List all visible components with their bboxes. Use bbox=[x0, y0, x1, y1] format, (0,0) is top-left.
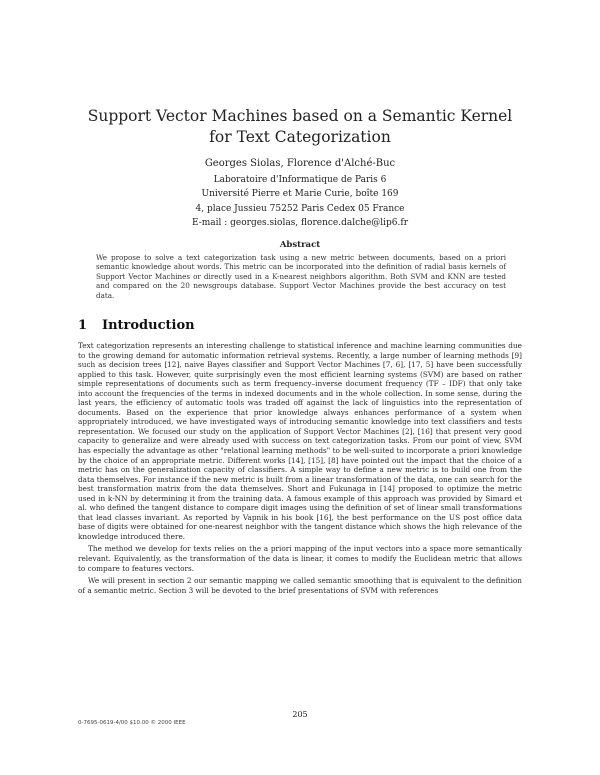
paragraph: We will present in section 2 our semantic mapping we called semantic smoothing that is equivalent to the definition of a semantic metric. Section 3 will be devoted to the brief presentations of SVM with references bbox=[78, 576, 522, 595]
copyright-notice: 0-7695-0619-4/00 $10.00 © 2000 IEEE bbox=[78, 720, 186, 726]
paper-title bbox=[80, 106, 520, 148]
author-email: E-mail : georges.siolas, florence.dalche@lip6.fr bbox=[191, 218, 409, 228]
paragraph: Text categorization represents an interesting challenge to statistical inference and machine learning communities due to the growing demand for automatic information retrieval systems. Recently, a large number of learning methods [9] such as decision trees [12], naive Bayes classifier and Support Vector Machines [7, 6], [17, 5] have been successfully applied to this task. However, quite surprisingly even the most efficient learning systems (SVM) are based on rather simple representations of documents such as term frequency–inverse document frequency (TF – IDF) that only take into account the frequencies of the terms in indexed documents and in the whole collection. In some sense, during the last years, the efficiency of automatic tools was traded off against the lack of linguistics into the representation of documents. Based on the experience that prior knowledge always enhances performance of a system when appropriately introduced, we have investigated ways of introducing semantic knowledge into text classifiers and tests representation. We focused our study on the application of Support Vector Machines [2], [16] that present very good capacity to generalize and were already used with success on text categorization tasks. From our point of view, SVM has especially the advantage as other "relational learning methods" to be well-suited to incorporate a priori knowledge by the choice of an appropriate metric. Different works [14], [15], [8] have pointed out the impact that the choice of a metric has on the generalization capacity of classifiers. A simple way to define a new metric is to build one from the data themselves. For instance if the new metric is built from a linear transformation of the data, one can search for the best transformation matrix from the data themselves. Short and Fukunaga in [14] proposed to optimize the metric used in k-NN by determining it from the training data. A famous example of this approach was provided by Simard et al. who defined the tangent distance to compare digit images using the definition of set of linear small transformations that lead classes invariant. As reported by Vapnik in his book [16], the best performance on the US post office data base of digits were obtained for one-nearest neighbor with the tangent distance which shows the high relevance of the knowledge introduced there. bbox=[78, 341, 522, 541]
section-number: 1 bbox=[78, 318, 88, 333]
affiliation-line: Université Pierre et Marie Curie, boîte 169 bbox=[201, 189, 399, 199]
introduction-body bbox=[78, 341, 522, 595]
paragraph: The method we develop for texts relies on the a priori mapping of the input vectors into a space more semantically relevant. Equivalently, as the transformation of the data is linear, it comes to modify the Euclidean metric that allows to compare to features vectors. bbox=[78, 544, 522, 573]
page-number: 205 bbox=[292, 710, 308, 719]
abstract-heading: Abstract bbox=[279, 240, 321, 250]
title-line-2: for Text Categorization bbox=[209, 128, 391, 146]
section-heading-introduction bbox=[78, 318, 195, 333]
affiliation-line: Laboratoire d'Informatique de Paris 6 bbox=[213, 174, 387, 185]
title-line-1: Support Vector Machines based on a Semantic Kernel bbox=[87, 107, 513, 125]
author-block bbox=[120, 157, 480, 231]
section-title: Introduction bbox=[102, 318, 195, 333]
abstract-text: We propose to solve a text categorization task using a new metric between documents, based on a priori semantic knowledge about words. This metric can be incorporated into the definition of radial basis kernels of Support Vector Machines or directly used in a K-nearest neighbors algorithm. Both SVM and KNN are tested and compared on the 20 newsgroups database. Support Vector Machines provide the best accuracy on test data. bbox=[96, 253, 506, 300]
affiliation-line: 4, place Jussieu 75252 Paris Cedex 05 France bbox=[195, 203, 405, 214]
author-names: Georges Siolas, Florence d'Alché-Buc bbox=[204, 158, 396, 169]
